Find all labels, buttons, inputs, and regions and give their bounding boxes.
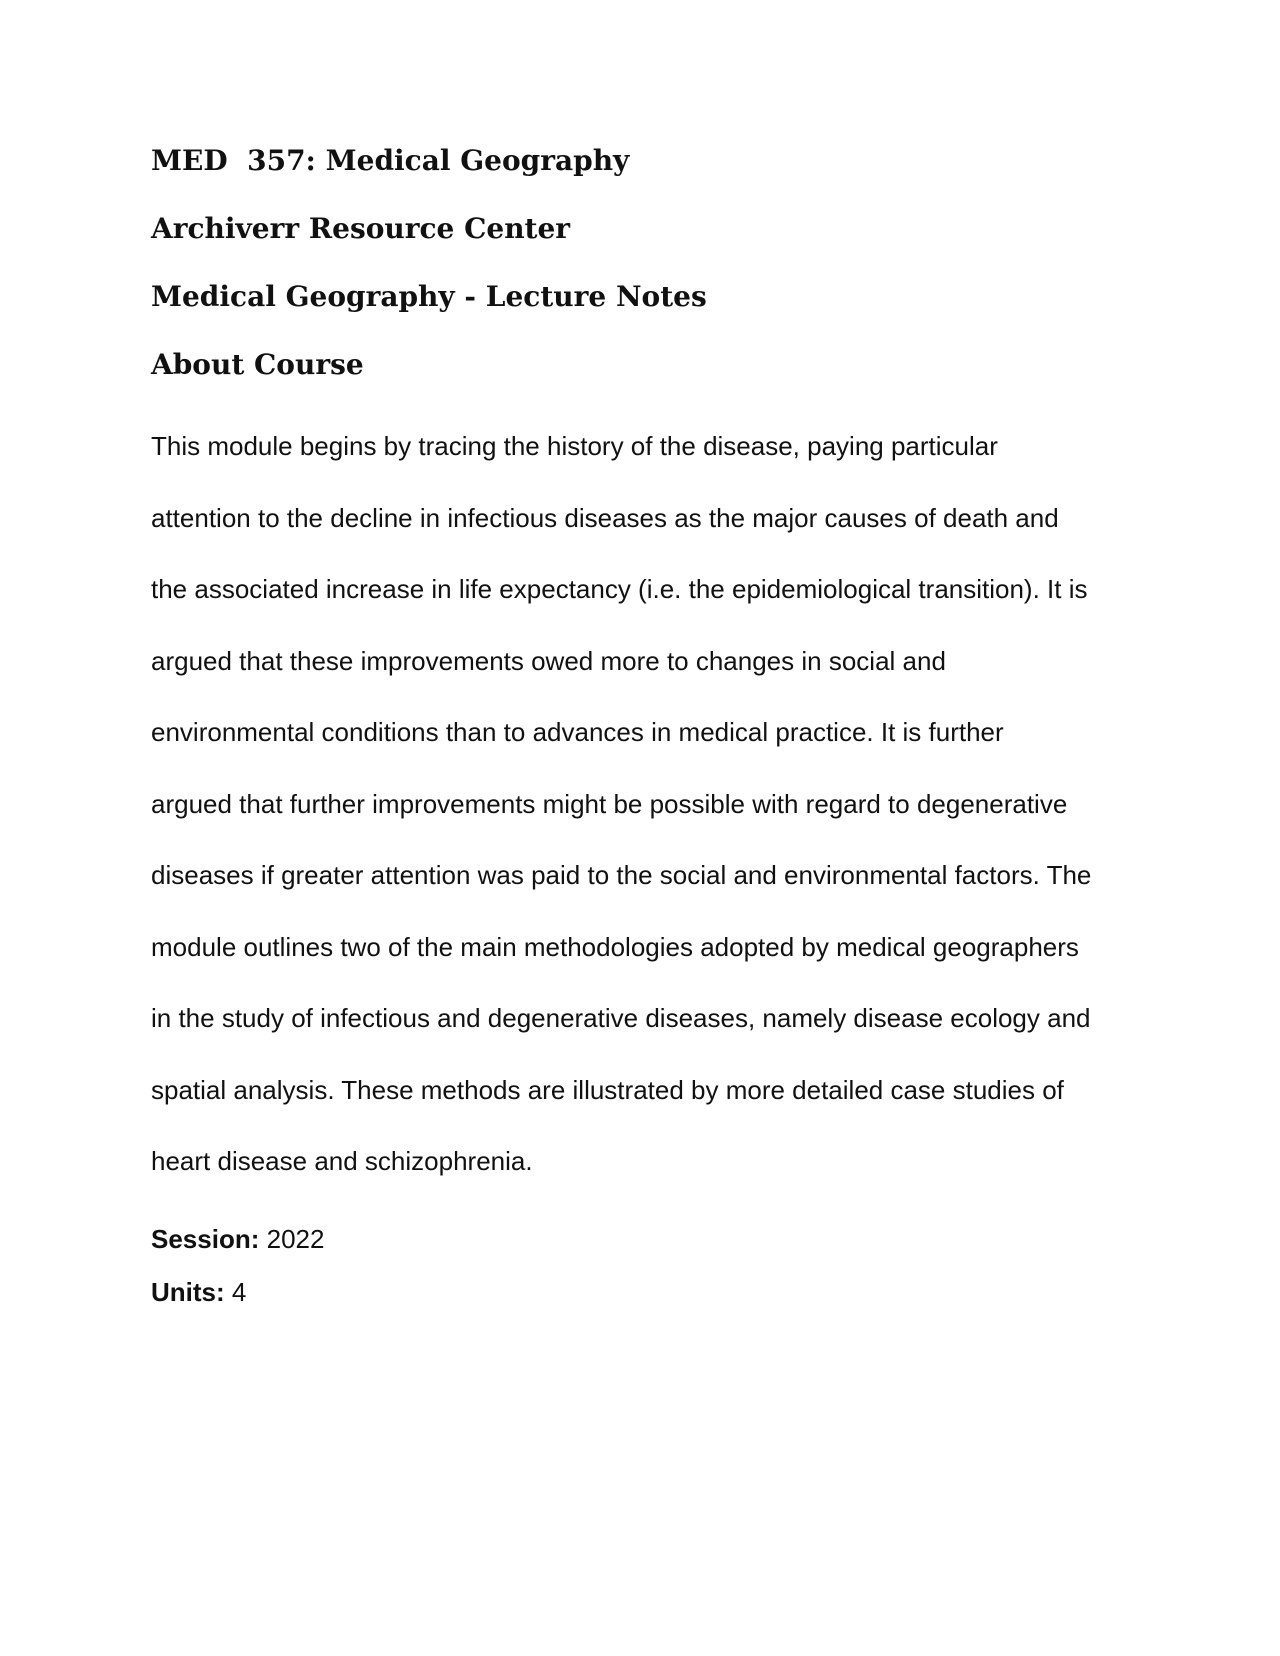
course-title: MED 357: Medical Geography xyxy=(151,144,630,177)
description-line: diseases if greater attention was paid to the social and environmental factors. The xyxy=(151,860,1092,890)
description-line: in the study of infectious and degenerative diseases, namely disease ecology and xyxy=(151,1003,1091,1033)
description-line: module outlines two of the main methodologies adopted by medical geographers xyxy=(151,931,1079,962)
description-line: heart disease and schizophrenia. xyxy=(151,1146,533,1176)
units-row xyxy=(151,1266,1141,1319)
description-line: attention to the decline in infectious diseases as the major causes of death and xyxy=(151,502,1059,533)
units-label: Units: xyxy=(151,1276,225,1307)
description-line: argued that further improvements might be possible with regard to degenerative xyxy=(151,788,1068,819)
session-row xyxy=(151,1213,1141,1266)
description-line: spatial analysis. These methods are illustrated by more detailed case studies of xyxy=(151,1074,1064,1105)
document-content xyxy=(151,143,1141,1319)
session-value: 2022 xyxy=(266,1223,325,1254)
session-label: Session: xyxy=(151,1223,260,1254)
lecture-notes-title: Medical Geography - Lecture Notes xyxy=(151,280,707,313)
about-course-heading: About Course xyxy=(151,348,364,381)
units-value: 4 xyxy=(231,1276,247,1307)
resource-center-title: Archiverr Resource Center xyxy=(151,212,571,245)
description-line: This module begins by tracing the history of the disease, paying particular xyxy=(151,431,998,461)
description-line: the associated increase in life expectancy (i.e. the epidemiological transition). It is xyxy=(151,574,1088,604)
course-description xyxy=(151,411,1141,1198)
description-line: argued that these improvements owed more to changes in social and xyxy=(151,645,946,676)
description-line: environmental conditions than to advances in medical practice. It is further xyxy=(151,717,1004,747)
